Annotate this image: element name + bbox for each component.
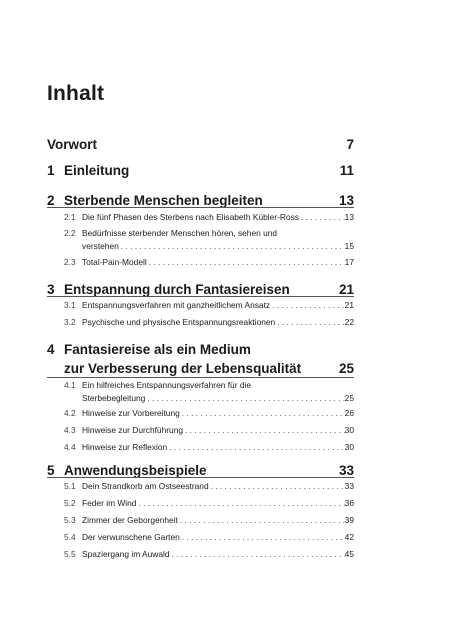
- section-title: Fantasiereise als ein Medium: [64, 342, 251, 357]
- section-title: Vorwort: [47, 137, 97, 152]
- subsection-number: 2.2: [64, 228, 76, 238]
- subsection-title: Spaziergang im Auwald: [82, 549, 170, 559]
- toc-subentry-4-3[interactable]: [64, 424, 354, 437]
- subsection-number: 5.1: [64, 481, 76, 491]
- section-rule: [47, 207, 354, 208]
- subsection-page: 39: [344, 515, 354, 525]
- subsection-title: Hinweise zur Durchführung: [82, 425, 184, 435]
- subsection-title: Bedürfnisse sterbender Menschen hören, sehen und: [82, 228, 278, 238]
- subsection-title: Hinweise zur Reflexion: [82, 442, 168, 452]
- section-title: Einleitung: [64, 163, 130, 178]
- dot-leader: [178, 514, 345, 527]
- section-title-cont: zur Verbesserung der Lebensqualität: [64, 361, 302, 376]
- dot-leader: [167, 441, 344, 454]
- section-title: Entspannung durch Fantasiereisen: [64, 282, 290, 297]
- subsection-title: Total-Pain-Modell: [82, 257, 147, 267]
- toc-subentry-5-3[interactable]: [64, 514, 354, 527]
- dot-leader: [209, 480, 345, 493]
- subsection-page: 21: [344, 300, 354, 310]
- subsection-title-cont: verstehen: [82, 241, 119, 251]
- section-number: 2: [47, 193, 55, 208]
- subsection-page: 15: [344, 241, 354, 251]
- subsection-title: Hinweise zur Vorbereitung: [82, 408, 180, 418]
- subsection-page: 25: [344, 393, 354, 403]
- section-number: 5: [47, 463, 55, 478]
- dot-leader: [147, 256, 345, 269]
- section-page: 11: [339, 163, 354, 178]
- subsection-number: 5.2: [64, 498, 76, 508]
- section-rule: [47, 477, 354, 478]
- toc-subentry-4-4[interactable]: [64, 441, 354, 454]
- section-title: Anwendungsbeispiele: [64, 463, 207, 478]
- section-number: 3: [47, 282, 55, 297]
- toc-subentry-4-1[interactable]: [64, 379, 354, 405]
- toc-entry-fantasiereise[interactable]: [47, 340, 354, 378]
- toc-subentry-2-2[interactable]: [64, 227, 354, 253]
- subsection-number: 4.4: [64, 442, 76, 452]
- subsection-number: 5.4: [64, 532, 76, 542]
- toc-subentry-3-1[interactable]: [64, 299, 354, 312]
- toc-subentry-5-4[interactable]: [64, 531, 354, 544]
- toc-subentry-4-2[interactable]: [64, 407, 354, 420]
- section-page: 7: [346, 137, 354, 152]
- section-number: 1: [47, 163, 55, 178]
- subsection-title-cont: Sterbebegleitung: [82, 393, 146, 403]
- subsection-page: 33: [344, 481, 354, 491]
- section-number: 4: [47, 342, 55, 357]
- dot-leader: [270, 299, 345, 312]
- subsection-page: 30: [344, 425, 354, 435]
- dot-leader: [299, 211, 345, 224]
- section-page: 13: [338, 193, 354, 208]
- subsection-title: Zimmer der Geborgenheit: [82, 515, 178, 525]
- toc-subentry-2-3[interactable]: [64, 256, 354, 269]
- dot-leader: [183, 424, 345, 437]
- subsection-title: Psychische und physische Entspannungsreaktionen: [82, 317, 276, 327]
- subsection-page: 17: [344, 257, 354, 267]
- toc-subentry-5-2[interactable]: [64, 497, 354, 510]
- page-title: Inhalt: [47, 82, 105, 105]
- section-rule: [47, 377, 354, 378]
- dot-leader: [170, 548, 345, 561]
- toc-entry-einleitung[interactable]: [47, 163, 354, 178]
- subsection-page: 42: [344, 532, 354, 542]
- subsection-page: 36: [344, 498, 354, 508]
- subsection-number: 2.1: [64, 212, 76, 222]
- subsection-number: 4.3: [64, 425, 76, 435]
- section-title: Sterbende Menschen begleiten: [64, 193, 263, 208]
- section-rule: [47, 296, 354, 297]
- subsection-title: Die fünf Phasen des Sterbens nach Elisabeth Kübler-Ross: [82, 212, 299, 222]
- dot-leader: [145, 392, 344, 405]
- subsection-page: 13: [344, 212, 354, 222]
- subsection-title: Dein Strandkorb am Ostseestrand: [82, 481, 209, 491]
- toc-entry-vorwort[interactable]: [47, 137, 354, 152]
- dot-leader: [275, 316, 344, 329]
- subsection-number: 5.3: [64, 515, 76, 525]
- subsection-page: 30: [344, 442, 354, 452]
- section-page: 33: [338, 463, 354, 478]
- dot-leader: [180, 407, 345, 420]
- toc-entry-anwendungsbeispiele[interactable]: [47, 463, 354, 478]
- subsection-number: 5.5: [64, 549, 76, 559]
- dot-leader: [136, 497, 344, 510]
- subsection-title: Entspannungsverfahren mit ganzheitlichem Ansatz: [82, 300, 271, 310]
- toc-subentry-5-1[interactable]: [64, 480, 354, 493]
- toc-subentry-2-1[interactable]: [64, 211, 354, 224]
- subsection-page: 22: [344, 317, 354, 327]
- subsection-number: 4.2: [64, 408, 76, 418]
- section-page: 25: [338, 361, 354, 376]
- subsection-number: 2.3: [64, 257, 76, 267]
- subsection-page: 26: [344, 408, 354, 418]
- toc-subentry-5-5[interactable]: [64, 548, 354, 561]
- subsection-number: 3.2: [64, 317, 76, 327]
- subsection-number: 4.1: [64, 380, 76, 390]
- dot-leader: [180, 531, 345, 544]
- section-page: 21: [338, 282, 354, 297]
- subsection-title: Der verwunschene Garten: [82, 532, 180, 542]
- toc-subentry-3-2[interactable]: [64, 316, 354, 329]
- subsection-number: 3.1: [64, 300, 76, 310]
- toc-entry-sterbende-menschen[interactable]: [47, 193, 354, 208]
- subsection-title: Feder im Wind: [82, 498, 137, 508]
- subsection-page: 45: [344, 549, 354, 559]
- subsection-title: Ein hilfreiches Entspannungsverfahren für die: [82, 380, 251, 390]
- dot-leader: [119, 240, 345, 253]
- toc-entry-entspannung[interactable]: [47, 282, 354, 297]
